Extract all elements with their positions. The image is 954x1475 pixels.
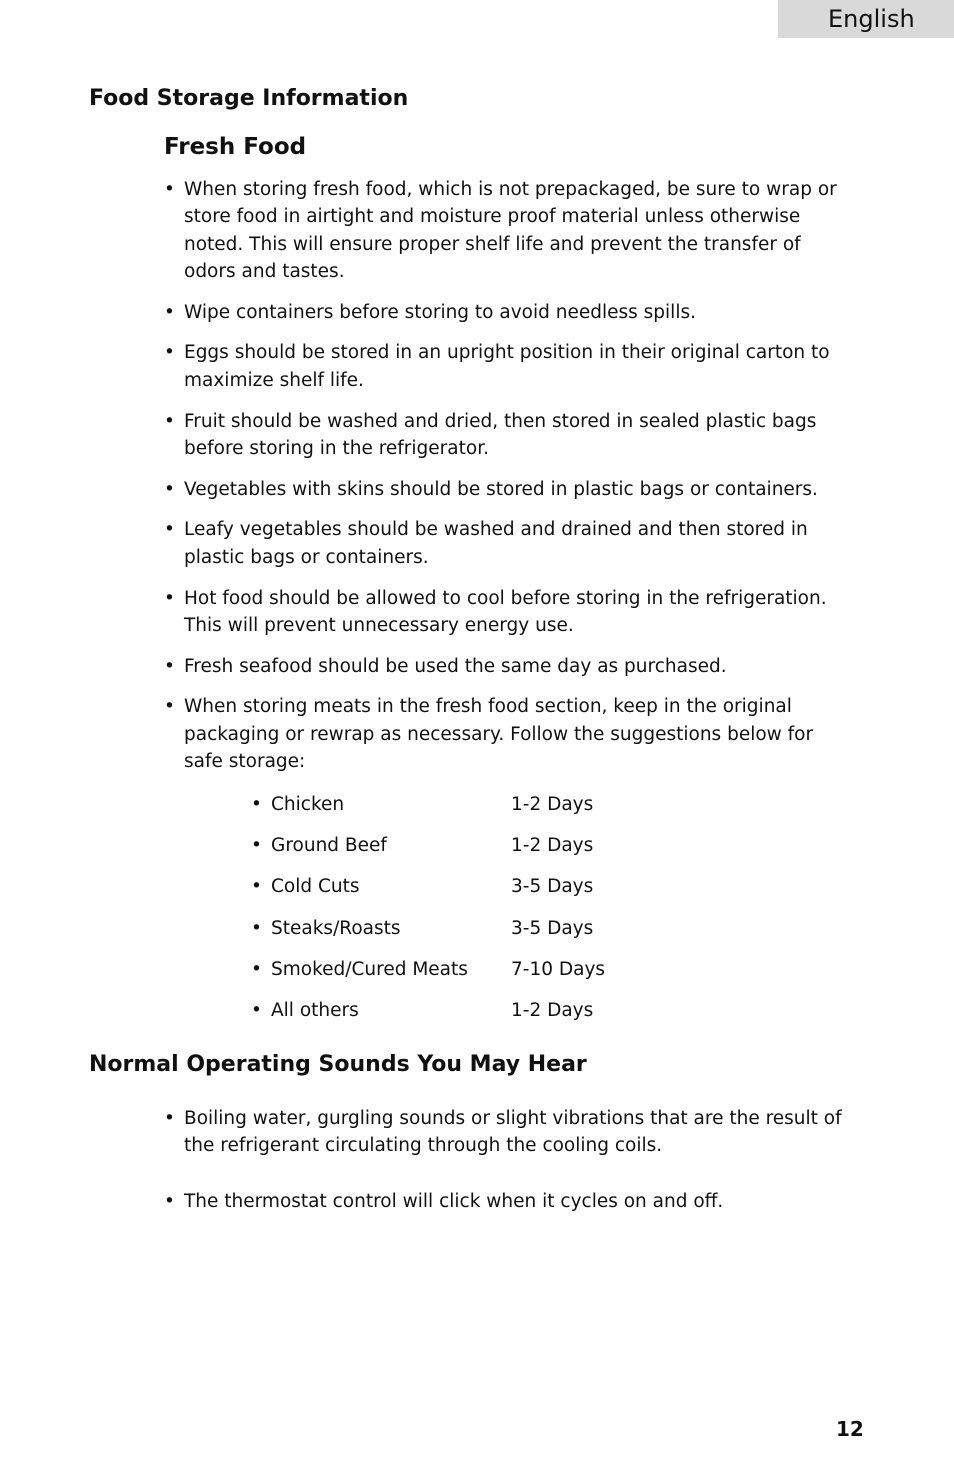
bullet-icon: • xyxy=(251,835,262,857)
bullet-icon: • xyxy=(164,519,175,541)
operating-sounds-list xyxy=(164,1105,854,1243)
list-item xyxy=(164,1105,854,1160)
list-item-text: Vegetables with skins should be stored in plastic bags or containers. xyxy=(184,478,818,500)
meat-name: Smoked/Cured Meats xyxy=(271,958,468,980)
meat-name: Cold Cuts xyxy=(271,876,360,898)
bullet-icon: • xyxy=(164,696,175,718)
list-item xyxy=(164,653,854,680)
list-item-text: When storing meats in the fresh food section, keep in the original packaging or rewrap as necessary. Follow the suggestions below for safe storage: xyxy=(184,696,814,773)
storage-days: 3-5 Days xyxy=(511,917,594,939)
meat-name: Chicken xyxy=(271,794,345,815)
bullet-icon: • xyxy=(164,478,175,500)
storage-days: 3-5 Days xyxy=(511,876,594,898)
bullet-icon: • xyxy=(251,999,262,1021)
storage-days: 7-10 Days xyxy=(511,958,606,980)
list-item xyxy=(164,176,854,285)
list-item-text: Fresh seafood should be used the same day as purchased. xyxy=(184,655,727,677)
meat-name: All others xyxy=(271,999,359,1021)
list-item-text: Fruit should be washed and dried, then stored in sealed plastic bags before storing in the refrigerator. xyxy=(184,410,817,459)
list-item-text: Hot food should be allowed to cool before storing in the refrigeration. This will prevent unnecessary energy use. xyxy=(184,587,827,636)
page-number: 12 xyxy=(836,1417,864,1441)
food-storage-heading: Food Storage Information xyxy=(89,86,409,111)
list-item xyxy=(164,1188,854,1215)
operating-sounds-heading: Normal Operating Sounds You May Hear xyxy=(89,1052,587,1077)
list-item xyxy=(164,339,854,394)
bullet-icon: • xyxy=(251,794,262,815)
list-item xyxy=(164,516,854,571)
bullet-icon: • xyxy=(164,179,175,200)
list-item-text: Boiling water, gurgling sounds or slight vibrations that are the result of the refrigerant circulating through the cooling coils. xyxy=(184,1108,842,1157)
list-item xyxy=(164,408,854,463)
fresh-food-heading: Fresh Food xyxy=(164,134,307,160)
meat-name: Ground Beef xyxy=(271,835,387,857)
fresh-food-list xyxy=(164,176,854,789)
bullet-icon: • xyxy=(251,958,262,980)
bullet-icon: • xyxy=(164,1108,175,1129)
list-item-text: The thermostat control will click when it cycles on and off. xyxy=(184,1190,724,1212)
bullet-icon: • xyxy=(164,587,175,609)
storage-days: 1-2 Days xyxy=(511,794,594,815)
language-tab: English xyxy=(778,0,954,38)
bullet-icon: • xyxy=(164,410,175,432)
bullet-icon: • xyxy=(251,876,262,898)
list-item-text: Wipe containers before storing to avoid needless spills. xyxy=(184,301,696,323)
storage-days: 1-2 Days xyxy=(511,999,594,1021)
list-item xyxy=(164,585,854,640)
list-item-text: When storing fresh food, which is not prepackaged, be sure to wrap or store food in airtight and moisture proof material unless otherwise noted. This will ensure proper shelf life and prevent the transfer of odors and tastes. xyxy=(184,179,837,282)
list-item xyxy=(164,476,854,503)
list-item-text: Eggs should be stored in an upright position in their original carton to maximize shelf life. xyxy=(184,342,830,391)
list-item-text: Leafy vegetables should be washed and drained and then stored in plastic bags or containers. xyxy=(184,519,808,568)
storage-days: 1-2 Days xyxy=(511,835,594,857)
bullet-icon: • xyxy=(164,301,175,323)
meat-name: Steaks/Roasts xyxy=(271,917,401,939)
bullet-icon: • xyxy=(164,1190,175,1212)
list-item xyxy=(164,299,854,326)
bullet-icon: • xyxy=(251,917,262,939)
bullet-icon: • xyxy=(164,655,175,677)
list-item xyxy=(164,693,854,775)
bullet-icon: • xyxy=(164,342,175,364)
